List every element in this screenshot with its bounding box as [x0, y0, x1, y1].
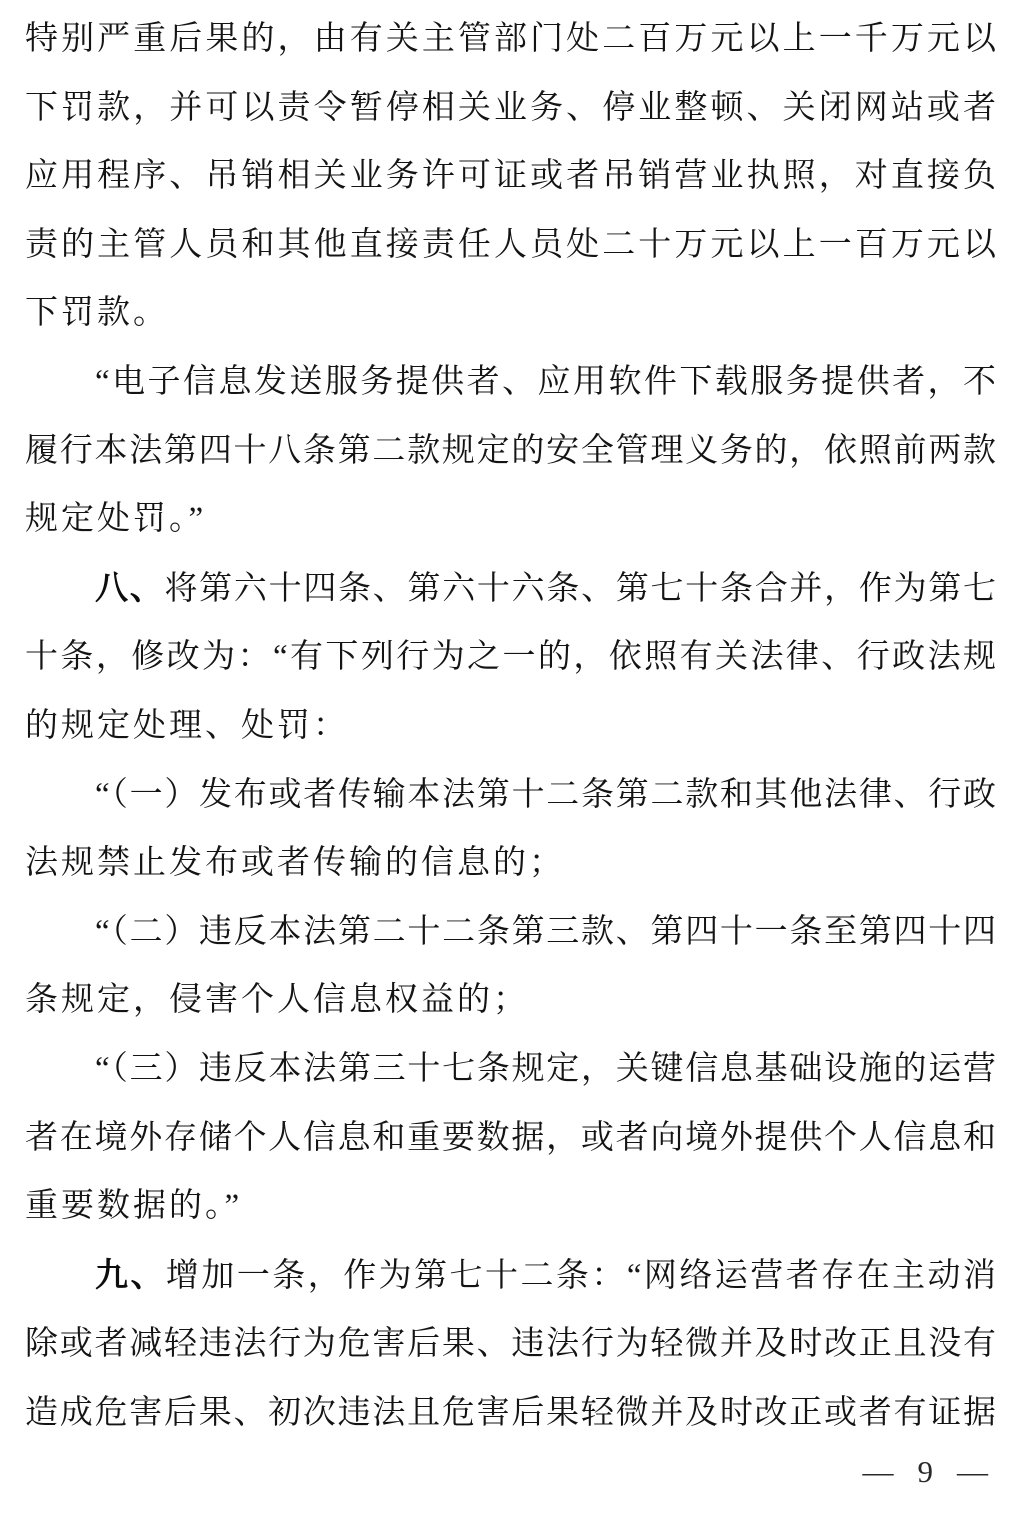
line-text: 应用程序、吊销相关业务许可证或者吊销营业执照，对直接负 — [25, 158, 996, 195]
line-text: “（一）发布或者传输本法第十二条第二款和其他法律、行政 — [95, 776, 996, 813]
text-line — [25, 5, 996, 74]
text-line — [25, 1379, 996, 1448]
text-line — [25, 211, 996, 280]
line-text: “（二）违反本法第二十二条第三款、第四十一条至第四十四 — [95, 913, 996, 950]
text-line — [25, 554, 996, 624]
line-text: 造成危害后果、初次违法且危害后果轻微并及时改正或者有证据 — [25, 1394, 996, 1431]
text-line — [25, 1172, 996, 1241]
text-line — [25, 279, 996, 348]
text-line — [25, 74, 996, 143]
text-line — [25, 761, 996, 830]
footer-dash-right: — — [957, 1454, 988, 1489]
line-text: “电子信息发送服务提供者、应用软件下载服务提供者，不 — [95, 363, 996, 400]
text-line — [25, 348, 996, 417]
line-text: 者在境外存储个人信息和重要数据，或者向境外提供个人信息和 — [25, 1119, 996, 1156]
line-text: 十条，修改为：“有下列行为之一的，依照有关法律、行政法规 — [25, 639, 996, 676]
line-text: 的规定处理、处罚： — [25, 707, 349, 744]
line-text: 条规定，侵害个人信息权益的； — [25, 982, 529, 1019]
text-line — [25, 898, 996, 967]
line-text: 特别严重后果的，由有关主管部门处二百万元以上一千万元以 — [25, 21, 996, 57]
item-number: 九、 — [95, 1255, 166, 1293]
text-line — [25, 692, 996, 761]
line-text: 下罚款，并可以责令暂停相关业务、停业整顿、关闭网站或者 — [25, 89, 996, 126]
line-text: 下罚款。 — [25, 295, 169, 332]
text-line — [25, 1310, 996, 1379]
text-line — [25, 1241, 996, 1311]
text-line — [25, 142, 996, 211]
text-line — [25, 485, 996, 554]
text-line — [25, 623, 996, 692]
text-line — [25, 417, 996, 486]
footer-page-number: 9 — [917, 1454, 933, 1489]
line-text: 将第六十四条、第六十六条、第七十条合并，作为第七 — [164, 570, 997, 607]
line-text: 法规禁止发布或者传输的信息的； — [25, 845, 565, 882]
line-text: 除或者减轻违法行为危害后果、违法行为轻微并及时改正且没有 — [25, 1326, 996, 1363]
line-text: 履行本法第四十八条第二款规定的安全管理义务的，依照前两款 — [25, 432, 996, 469]
page-footer — [863, 1452, 989, 1492]
text-line — [25, 1035, 996, 1104]
line-text: 规定处罚。” — [25, 501, 207, 538]
line-text: 责的主管人员和其他直接责任人员处二十万元以上一百万元以 — [25, 226, 996, 263]
footer-dash-left: — — [862, 1454, 894, 1489]
text-line — [25, 966, 996, 1035]
line-text: 增加一条，作为第七十二条：“网络运营者存在主动消 — [165, 1257, 997, 1294]
item-number: 八、 — [95, 568, 165, 606]
text-line — [25, 829, 996, 898]
line-text: “（三）违反本法第三十七条规定，关键信息基础设施的运营 — [95, 1050, 996, 1087]
text-block — [25, 5, 996, 1447]
line-text: 重要数据的。” — [25, 1188, 243, 1225]
text-line — [25, 1104, 996, 1173]
